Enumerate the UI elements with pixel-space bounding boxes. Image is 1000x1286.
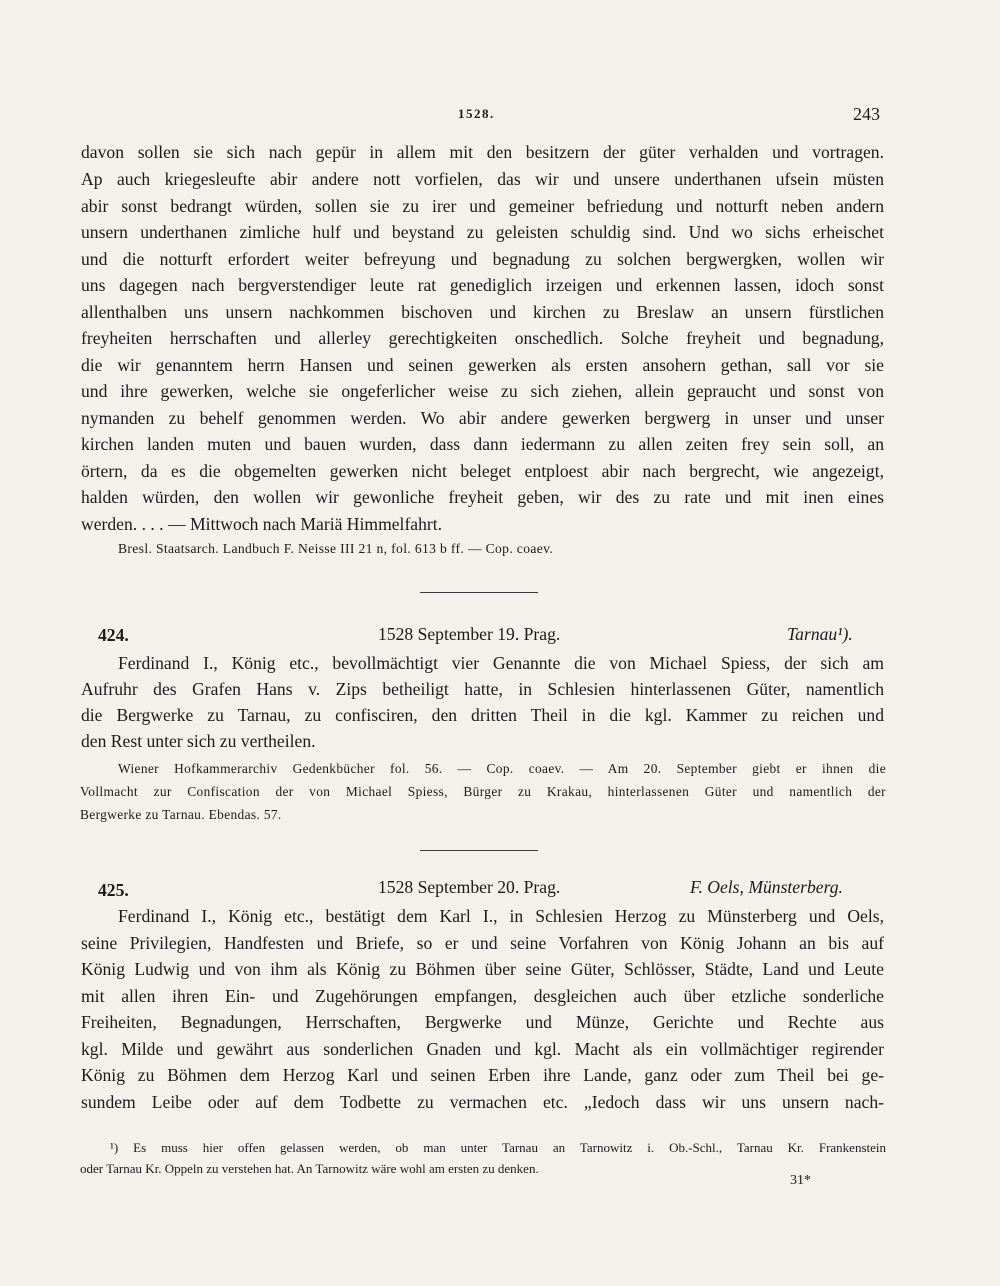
text-line: freyheiten herrschaften und allerley gerechtigkeiten onschedlich. Solche freyheit und begnadung, <box>81 328 884 348</box>
text-line: und die notturft erfordert weiter befreyung und begnadung zu solchen bergwergken, wollen wir <box>81 249 884 269</box>
document-place: F. Oels, Münsterberg. <box>690 877 843 897</box>
printer-signature: 31* <box>790 1173 811 1188</box>
text-line: sundem Leibe oder auf dem Todbette zu vermachen etc. „Iedoch dass wir uns unsern nach- <box>81 1092 884 1112</box>
text-line: Freiheiten, Begnadungen, Herrschaften, Bergwerke und Münze, Gerichte und Rechte aus <box>81 1012 884 1032</box>
source-line: Wiener Hofkammerarchiv Gedenkbücher fol. 56. — Cop. coaev. — Am 20. September giebt er ihnen die <box>118 761 886 776</box>
section-divider <box>420 850 538 851</box>
text-line: davon sollen sie sich nach gepür in allem mit den besitzern der güter verhalden und vortragen. <box>81 142 884 162</box>
text-line: König Ludwig und von ihm als König zu Böhmen über seine Güter, Schlösser, Städte, Land und Leute <box>81 959 884 979</box>
text-line: halden würden, den wollen wir gewonliche freyheit geben, wir des zu rate und mit inen eines <box>81 487 884 507</box>
text-line: kirchen landen muten und bauen wurden, dass dann iedermann zu allen zeiten frey sein soll, an <box>81 434 884 454</box>
text-line: unsern underthanen zimliche hulf und beystand zu geleisten schuldig sind. Und wo sichs erheischet <box>81 222 884 242</box>
text-line: nymanden zu behelf genommen werden. Wo abir andere gewerken bergwerg in unser und unser <box>81 408 884 428</box>
text-line: allenthalben uns unsern nachkommen bischoven und kirchen zu Breslaw an unsern fürstlichen <box>81 302 884 322</box>
source-line: Bergwerke zu Tarnau. Ebendas. 57. <box>80 807 282 822</box>
document-date: 1528 September 19. Prag. <box>378 624 561 644</box>
text-line: den Rest unter sich zu vertheilen. <box>81 731 316 751</box>
document-place: Tarnau¹). <box>787 624 853 644</box>
text-line: kgl. Milde und gewährt aus sonderlichen Gnaden und kgl. Macht als ein vollmächtiger regirender <box>81 1039 884 1059</box>
text-line: Ferdinand I., König etc., bestätigt dem Karl I., in Schlesien Herzog zu Münsterberg und Oels, <box>118 906 884 926</box>
text-line: König zu Böhmen dem Herzog Karl und seinen Erben ihre Lande, ganz oder zum Theil bei ge- <box>81 1065 884 1085</box>
document-date: 1528 September 20. Prag. <box>378 877 561 897</box>
text-line: abir sonst bedrangt würden, sollen sie zu irer und gemeiner befriedung und notturft neben andern <box>81 196 884 216</box>
footnote-line: oder Tarnau Kr. Oppeln zu verstehen hat. An Tarnowitz wäre wohl am ersten zu denken. <box>80 1161 539 1176</box>
footnote-line: ¹) Es muss hier offen gelassen werden, ob man unter Tarnau an Tarnowitz i. Ob.-Schl., Tarnau Kr. Frankenstein <box>110 1140 886 1155</box>
document-number: 425. <box>98 880 129 900</box>
source-line: Vollmacht zur Confiscation der von Michael Spiess, Bürger zu Krakau, hinterlassenen Güter und namentlich der <box>80 784 886 799</box>
text-line: seine Privilegien, Handfesten und Briefe, so er und seine Vorfahren von König Johann an bis auf <box>81 933 884 953</box>
page-number: 243 <box>853 104 880 124</box>
text-line: Ap auch kriegesleufte abir andere nott vorfielen, das wir und unsere underthanen ufsein müsten <box>81 169 884 189</box>
text-line: mit allen ihren Ein- und Zugehörungen empfangen, desgleichen auch über etzliche sonderliche <box>81 986 884 1006</box>
text-line: und ihre gewerken, welche sie ongeferlicher weise zu sich ziehen, allein gepraucht und sonst von <box>81 381 884 401</box>
text-line: örtern, da es die obgemelten gewerken nicht beleget entploest abir nach bergrecht, wie angezeigt, <box>81 461 884 481</box>
text-line: Ferdinand I., König etc., bevollmächtigt vier Genannte die von Michael Spiess, der sich am <box>118 653 884 673</box>
running-head-year: 1528. <box>458 106 495 121</box>
text-line: Aufruhr des Grafen Hans v. Zips betheiligt hatte, in Schlesien hinterlassenen Güter, namentlich <box>81 679 884 699</box>
text-line: die wir genanntem herrn Hansen und seinen gewerken als ersten ansohern gethan, sall vor sie <box>81 355 884 375</box>
source-reference: Bresl. Staatsarch. Landbuch F. Neisse III 21 n, fol. 613 b ff. — Cop. coaev. <box>118 541 554 556</box>
section-divider <box>420 592 538 593</box>
text-line: uns dagegen nach bergverstendiger leute rat genediglich irzeigen und erkennen lassen, idoch sonst <box>81 275 884 295</box>
document-number: 424. <box>98 625 129 645</box>
text-line: werden. . . . — Mittwoch nach Mariä Himmelfahrt. <box>81 514 443 534</box>
text-line: die Bergwerke zu Tarnau, zu confisciren, den dritten Theil in die kgl. Kammer zu reichen und <box>81 705 884 725</box>
